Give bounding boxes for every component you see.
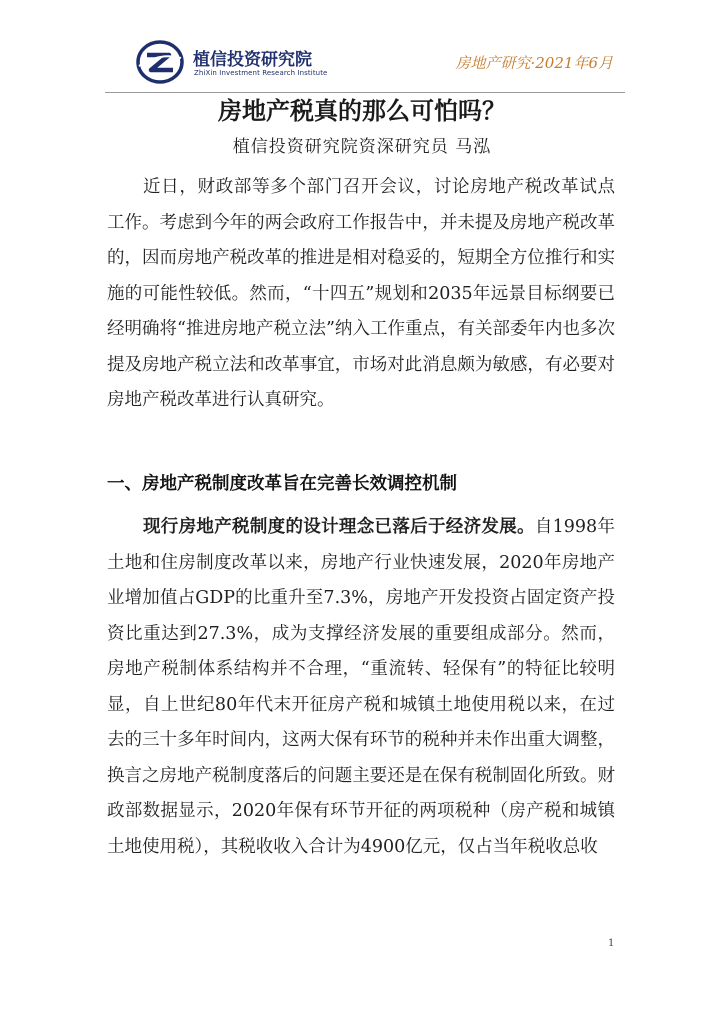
brand-name-cn: 植信投资研究院 (193, 50, 312, 70)
intro-paragraph: 近日，财政部等多个部门召开会议，讨论房地产税改革试点工作。考虑到今年的两会政府工作报告中，并未提及房地产税改革的，因而房地产税改革的推进是相对稳妥的，短期全方位推行和实施的可能性较低。然而，“十四五”规划和2035年远景目标纲要已经明确将“推进房地产税立法”纳入工作重点，有关部委年内也多次提及房地产税立法和改革事宜，市场对此消息颇为敏感，有必要对房地产税改革进行认真研究。 (107, 177, 615, 410)
brand-name-en: ZhiXin Investment Research Institute (194, 69, 328, 77)
zhixin-logo-icon (135, 40, 185, 84)
section-heading: 一、房地产税制度改革旨在完善长效调控机制 (107, 474, 457, 494)
page-header (105, 36, 625, 92)
article-title: 房地产税真的那么可怕吗？ (218, 96, 506, 125)
article-author: 植信投资研究院资深研究员 马泓 (232, 137, 492, 157)
section-paragraph (107, 510, 615, 865)
report-category-date: 房地产研究·2021年6月 (455, 54, 613, 72)
page-number: 1 (608, 938, 615, 949)
paragraph-lead-sentence: 现行房地产税制度的设计理念已落后于经济发展。 (143, 517, 535, 537)
paragraph-body: 自1998年土地和住房制度改革以来，房地产行业快速发展，2020年房地产业增加值占GDP的比重升至7.3%，房地产开发投资占固定资产投资比重达到27.3%，成为支撑经济发展的重要组成部分。然而，房地产税制体系结构并不合理，“重流转、轻保有”的特征比较明显，自上世纪80年代末开征房产税和城镇土地使用税以来，在过去的三十多年时间内，这两大保有环节的税种并未作出重大调整，换言之房地产税制度落后的问题主要还是在保有税制固化所致。财政部数据显示，2020年保有环节开征的两项税种（房产税和城镇土地使用税），其税收收入合计为4900亿元，仅占当年税收总收 (107, 517, 616, 857)
